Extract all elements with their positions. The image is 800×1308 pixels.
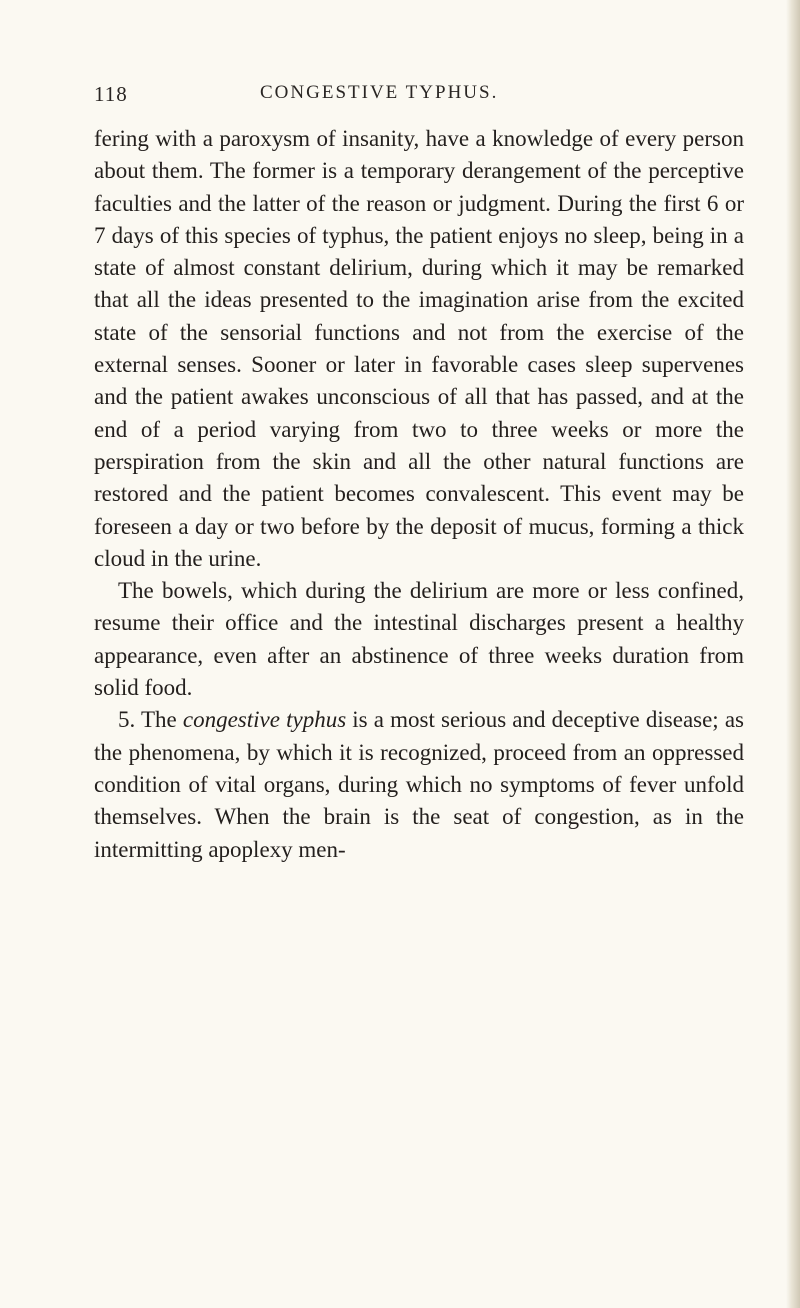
paragraph-3 xyxy=(94,704,744,865)
paragraph-3-text: is a most serious and deceptive disease; as the phenomena, by which it is recognized, proceed from an oppressed condition of vital organs, during which no symptoms of fever unfold themselves. When the brain is the seat of congestion, as in the intermitting apoplexy men- xyxy=(94,707,744,862)
page-edge-shadow xyxy=(786,0,800,1308)
italic-term: congestive typhus xyxy=(182,707,347,733)
section-number: 5. xyxy=(118,707,136,733)
page-header xyxy=(94,82,744,110)
paragraph-3-lead: The xyxy=(140,707,177,733)
paragraph-1 xyxy=(94,123,744,575)
paragraph-1-text: fering with a paroxysm of insanity, have a knowledge of every person about them. The former is a temporary derangement of the perceptive faculties and the latter of the reason or judgment. During the first 6 or 7 days of this species of typhus, the patient enjoys no sleep, being in a state of almost constant delirium, during which it may be remarked that all the ideas presented to the imagination arise from the excited state of the sensorial functions and not from the exercise of the external senses. Sooner or later in favorable cases sleep supervenes and the patient awakes unconscious of all that has passed, and at the end of a period varying from two to three weeks or more the perspiration from the skin and all the other natural functions are restored and the patient becomes convalescent. This event may be foreseen a day or two before by the deposit of mucus, forming a thick cloud in the urine. xyxy=(94,126,744,571)
running-head: CONGESTIVE TYPHUS. xyxy=(260,82,499,103)
paragraph-2-text: The bowels, which during the delirium are more or less confined, resume their office and the intestinal discharges present a healthy appearance, even after an abstinence of three weeks duration from solid food. xyxy=(94,578,744,701)
body-text xyxy=(94,123,744,866)
paragraph-2 xyxy=(94,575,744,704)
page-number: 118 xyxy=(94,82,128,106)
